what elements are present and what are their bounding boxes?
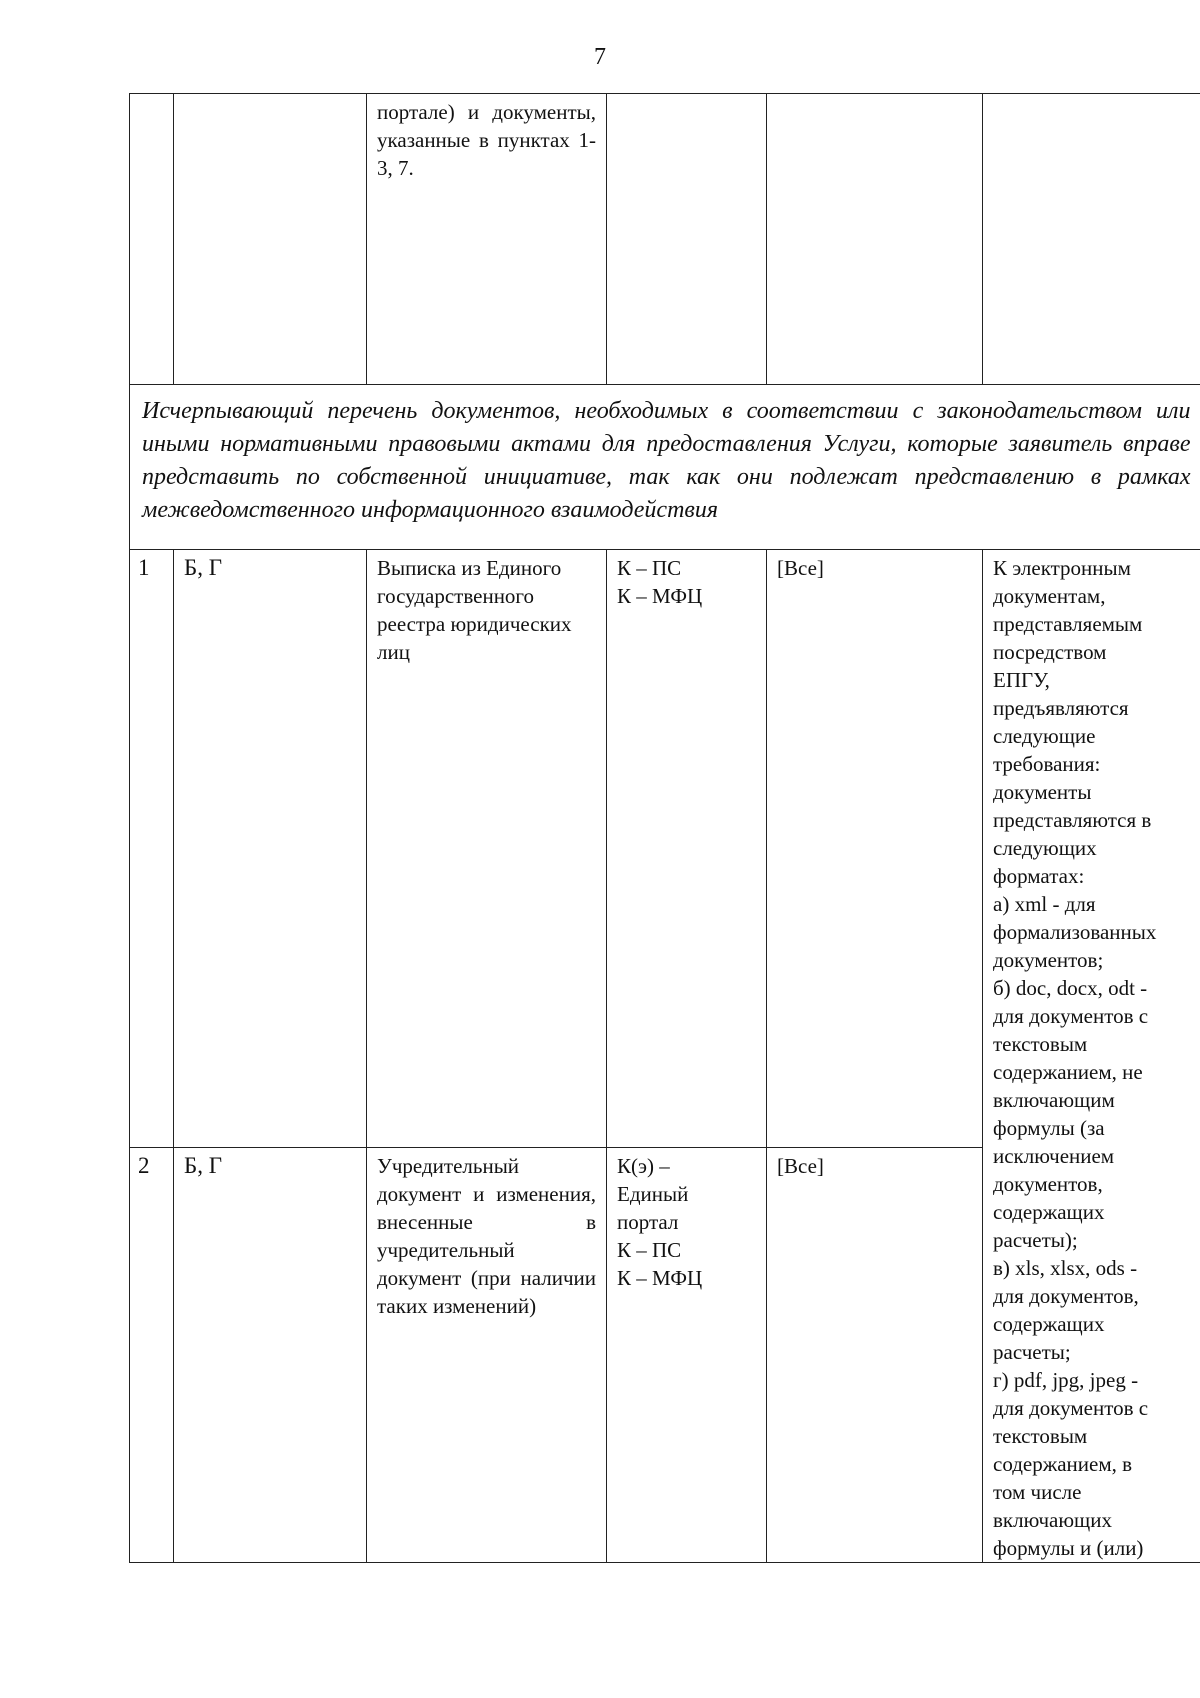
cell-code — [174, 94, 367, 385]
requirements-line: К электронным — [993, 556, 1131, 580]
table-row-continuation — [130, 94, 1200, 385]
requirements-line: содержащих — [993, 1200, 1105, 1224]
documents-table — [129, 93, 1200, 1563]
requirements-line: формулы и (или) — [993, 1536, 1144, 1560]
requirements-line: формулы (за — [993, 1116, 1105, 1140]
cell-methods — [607, 94, 767, 385]
row-document: Учредительный документ и изменения, внесенные в учредительный документ (при наличии таких изменений) — [367, 1147, 607, 1562]
requirements-line: для документов с — [993, 1004, 1149, 1028]
requirements-line: предъявляются — [993, 696, 1129, 720]
method-line: К – ПС — [617, 1237, 682, 1262]
method-line: К(э) – — [617, 1153, 670, 1178]
requirements-line: посредством — [993, 640, 1107, 664]
cell-document: портале) и документы, указанные в пунктах 1-3, 7. — [367, 94, 607, 385]
row-document: Выписка из Единого государственного реестра юридических лиц — [367, 550, 607, 1148]
table-row — [130, 550, 1200, 1148]
requirements-line: документам, — [993, 584, 1106, 608]
requirements-line: содержанием, не — [993, 1060, 1143, 1084]
method-line: Единый — [617, 1181, 689, 1206]
requirements-line: для документов с — [993, 1396, 1149, 1420]
requirements-cell — [983, 550, 1200, 1563]
row-code: Б, Г — [174, 550, 367, 1148]
requirements-line: формализованных — [993, 920, 1157, 944]
requirements-line: следующие — [993, 724, 1096, 748]
row-methods — [607, 1147, 767, 1562]
requirements-line: том числе — [993, 1480, 1082, 1504]
cell-requirements — [983, 94, 1200, 385]
method-line: К – ПС — [617, 556, 682, 580]
requirements-line: документы — [993, 780, 1092, 804]
requirements-line: содержанием, в — [993, 1452, 1133, 1476]
method-line: портал — [617, 1209, 679, 1234]
requirements-line: а) xml - для — [993, 892, 1096, 916]
requirements-line: включающим — [993, 1088, 1115, 1112]
requirements-line: г) pdf, jpg, jpeg - — [993, 1368, 1139, 1392]
requirements-line: для документов, — [993, 1284, 1139, 1308]
requirements-line: включающих — [993, 1508, 1112, 1532]
requirements-line: форматах: — [993, 864, 1085, 888]
requirements-line: исключением — [993, 1144, 1115, 1168]
row-methods — [607, 550, 767, 1148]
requirements-line: следующих — [993, 836, 1097, 860]
section-heading: Исчерпывающий перечень документов, необходимых в соответствии с законодательством или иными нормативными правовыми актами для предоставления Услуги, которые заявитель вправе представить по собственной инициативе, так как они подлежат представлению в рамках межведомственного информационного взаимодействия — [130, 385, 1200, 550]
requirements-line: содержащих — [993, 1312, 1105, 1336]
page-number: 7 — [594, 44, 606, 70]
row-number: 1 — [130, 550, 174, 1148]
row-applies-to: [Все] — [767, 550, 983, 1148]
requirements-line: ЕПГУ, — [993, 668, 1050, 692]
requirements-line: расчеты; — [993, 1340, 1071, 1364]
requirements-line: текстовым — [993, 1424, 1088, 1448]
section-heading-row — [130, 385, 1200, 550]
method-line: К – МФЦ — [617, 584, 703, 608]
method-line: К – МФЦ — [617, 1265, 703, 1290]
requirements-line: представляются в — [993, 808, 1152, 832]
requirements-line: документов, — [993, 1172, 1103, 1196]
cell-number — [130, 94, 174, 385]
requirements-line: требования: — [993, 752, 1101, 776]
row-applies-to: [Все] — [767, 1147, 983, 1562]
cell-applies-to — [767, 94, 983, 385]
requirements-line: расчеты); — [993, 1228, 1078, 1252]
row-number: 2 — [130, 1147, 174, 1562]
requirements-line: в) xls, xlsx, ods - — [993, 1256, 1138, 1280]
requirements-line: текстовым — [993, 1032, 1088, 1056]
row-code: Б, Г — [174, 1147, 367, 1562]
requirements-line: документов; — [993, 948, 1104, 972]
requirements-line: представляемым — [993, 612, 1143, 636]
requirements-line: б) doc, docx, odt - — [993, 976, 1148, 1000]
